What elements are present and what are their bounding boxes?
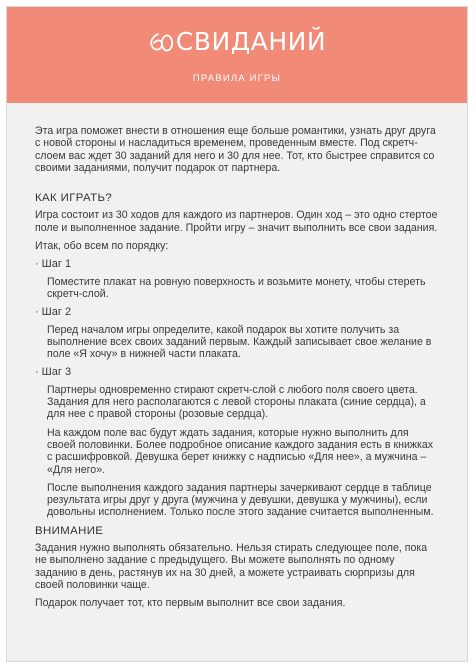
step-1-label (35, 258, 439, 270)
rules-content (7, 103, 467, 610)
step-1-paragraph-1: Поместите плакат на ровную поверхность и возьмите монету, чтобы стереть скретч-слой. (47, 275, 426, 300)
step-label-text: Шаг 3 (41, 366, 72, 379)
how-to-play-paragraph-2: Итак, обо всем по порядку: (35, 240, 169, 253)
step-label-text: Шаг 2 (41, 306, 72, 319)
page-subtitle: ПРАВИЛА ИГРЫ (192, 73, 282, 84)
brand-logo (7, 27, 467, 57)
step-label-text: Шаг 1 (41, 258, 72, 271)
step-bullet: · (35, 258, 39, 271)
step-2-paragraph-1: Перед началом игры определите, какой подарок вы хотите получить за выполнение всех своих заданий первым. Каждый записывает свое желание в поле «Я хочу» в нижней части плаката. (47, 323, 432, 361)
step-3-paragraph-2: На каждом поле вас будут ждать задания, которые нужно выполнить для своей половинки. Более подробное описание каждого задания есть в книжках с расшифровкой. Девушка берет книжку с надписью «Для нее», а мужчина – «Для него». (47, 426, 434, 476)
attention-heading: ВНИМАНИЕ (35, 524, 104, 537)
step-3-paragraph-1: Партнеры одновременно стирают скретч-слой с любого поля своего цвета. Задания для него располагаются с левой стороны плаката (синие сердца), а для нее с правой стороны (розовые сердца). (47, 383, 426, 421)
how-to-play-heading: КАК ИГРАТЬ? (35, 192, 113, 205)
attention-paragraph-2: Подарок получает тот, кто первым выполнит все свои задания. (35, 597, 346, 610)
intro-paragraph: Эта игра поможет внести в отношения еще больше романтики, узнать друг друга с новой стороны и насладиться временем, проведенным вместе. Под скретч-слоем вас ждет 30 заданий для него и 30 для нее. Тот, кто быстрее справится со своими заданиями, получит подарок от партнера. (35, 125, 436, 174)
header-banner (7, 7, 467, 103)
logo-mark-icon (148, 31, 174, 53)
attention-paragraph-1: Задания нужно выполнять обязательно. Нельзя стирать следующее поле, пока не выполнено задание с предыдущего. Вы можете выполнять по одному заданию в день, растянув их на 30 дней, а можете устраивать сюрпризы для своей половинки чаще. (35, 542, 428, 591)
step-3-paragraph-3: После выполнения каждого задания партнеры зачеркивают сердце в таблице результата игры друг у друга (мужчина у девушки, девушка у мужчины), если довольны исполнением. Только после этого задание считается выполненным. (47, 481, 434, 519)
rules-card (6, 6, 468, 662)
step-bullet: · (35, 306, 39, 319)
step-2-label (35, 306, 439, 318)
step-bullet: · (35, 366, 39, 379)
how-to-play-paragraph-1: Игра состоит из 30 ходов для каждого из партнеров. Один ход – это одно стертое поле и выполненное задание. Пройти игру – значит выполнить все свои задания. (35, 209, 438, 234)
logo-text: СВИДАНИЙ (175, 27, 327, 56)
step-3-label (35, 366, 439, 378)
